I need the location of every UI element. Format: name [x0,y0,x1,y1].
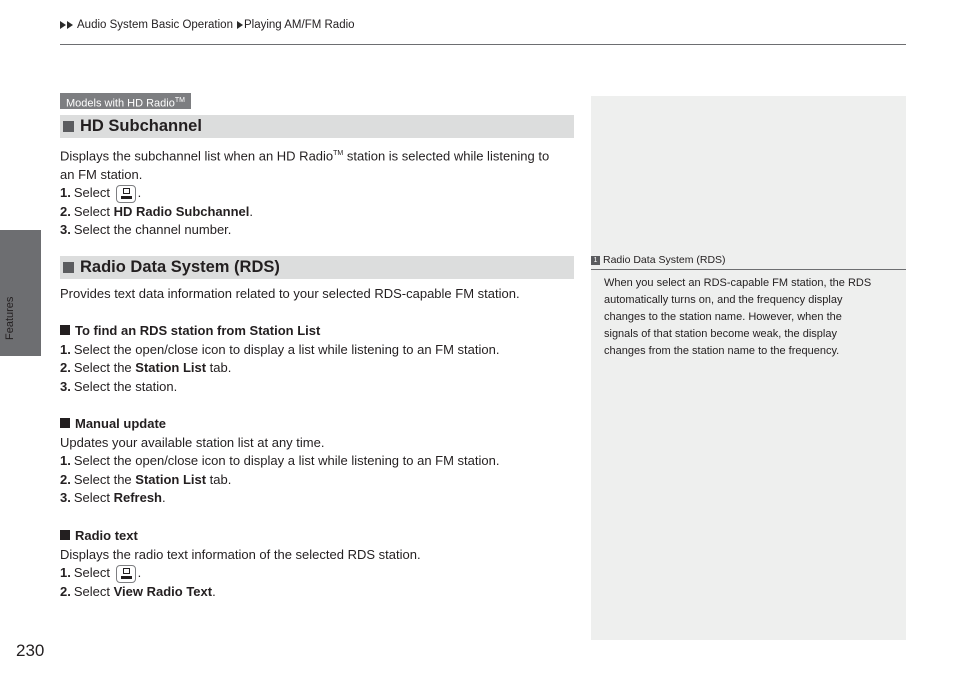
step-number: 1. [60,565,71,580]
step-number: 1. [60,453,71,468]
step-number: 2. [60,203,71,219]
note-body [604,275,900,360]
breadcrumb-arrow-icon [60,21,66,29]
step-item [60,583,421,602]
step-number: 3. [60,490,71,505]
subheading [60,322,499,341]
note-divider [591,269,906,270]
section-heading-hd-subchannel [60,115,574,138]
trademark-mark: TM [333,150,344,157]
note-line: When you select an RDS-capable FM station, the RDS [604,277,872,289]
paragraph: Updates your available station list at any time. [60,434,325,450]
breadcrumb-item[interactable]: Playing AM/FM Radio [243,19,355,31]
step-item [60,471,499,490]
subheading [60,527,421,546]
breadcrumb [60,19,355,31]
step-item [60,221,549,240]
step-text: . [249,203,254,219]
rds-intro: Provides text data information related to your selected RDS-capable FM station. [60,286,520,301]
step-bold-text: HD Radio Subchannel [113,203,250,219]
step-text: Select the open/close icon to display a list while listening to an FM station. [73,341,500,357]
step-bold-text: View Radio Text [113,583,213,599]
subheading-text: Manual update [75,416,167,431]
subheading [60,415,499,434]
step-text: Select [73,203,114,219]
model-tag-text: Models with HD Radio [66,97,175,110]
note-marker-icon: 1 [591,256,600,265]
paragraph: Displays the radio text information of the selected RDS station. [60,546,421,562]
step-item [60,489,499,508]
step-text: . [162,490,166,505]
paragraph [60,145,549,166]
step-item [60,359,499,378]
step-text: . [212,583,216,599]
step-text: Select the open/close icon to display a list while listening to an FM station. [73,453,500,468]
text: station is selected while listening to [343,148,550,164]
step-text: Select the [73,471,136,487]
step-number: 3. [60,222,71,238]
step-text: Select [73,490,114,505]
bullet-square-icon [60,418,70,428]
section-title: Radio Data System (RDS) [80,258,280,276]
step-item [60,203,549,222]
step-text: . [137,185,142,201]
menu-icon [116,565,136,583]
header-divider [60,44,906,45]
step-bold-text: Station List [135,360,207,375]
note-title [591,254,726,266]
step-text: tab. [206,471,232,487]
step-item [60,452,499,471]
step-number: 2. [60,583,71,599]
breadcrumb-arrow-icon [67,21,73,29]
text: Displays the subchannel list when an HD Radio [60,148,334,164]
step-text: Select [73,583,114,599]
note-line: changes from the station name to the frequency. [604,345,840,357]
note-line: changes to the station name. However, when the [604,311,842,323]
section-square-icon [63,262,74,273]
rds-radio-text [60,527,421,601]
step-item [60,378,499,397]
bullet-square-icon [60,530,70,540]
step-number: 1. [60,341,71,357]
subheading-text: Radio text [75,528,138,543]
page-number: 230 [16,641,45,660]
step-bold-text: Refresh [113,490,163,505]
note-line: automatically turns on, and the frequency display [604,294,843,306]
menu-icon [116,185,136,203]
section-square-icon [63,121,74,132]
step-text: Select [73,565,114,580]
step-item [60,184,549,203]
step-text: Select [73,185,114,201]
side-tab-label [0,270,41,360]
rds-manual-update [60,415,499,508]
hd-subchannel-body [60,145,549,240]
paragraph: an FM station. [60,166,143,182]
step-text: Select the channel number. [73,222,232,238]
step-number: 2. [60,471,71,487]
step-number: 1. [60,185,71,201]
side-tab-text: Features [4,296,16,340]
trademark-mark: TM [174,97,185,104]
notes-sidebar [591,96,906,640]
bullet-square-icon [60,325,70,335]
model-tag [60,93,191,109]
breadcrumb-arrow-icon [237,21,243,29]
note-line: signals of that station become weak, the display [604,328,837,340]
step-item [60,341,499,360]
section-heading-rds [60,256,574,279]
subheading-text: To find an RDS station from Station List [75,323,321,338]
section-title: HD Subchannel [80,117,202,135]
step-bold-text: Station List [135,471,207,487]
step-number: 2. [60,360,71,375]
step-text: Select the [73,360,136,375]
step-number: 3. [60,378,71,394]
breadcrumb-item[interactable]: Audio System Basic Operation [77,19,233,31]
step-text: . [137,565,142,580]
step-item [60,564,421,583]
step-text: Select the station. [73,378,178,394]
rds-find-station [60,322,499,396]
step-text: tab. [206,360,232,375]
note-title-text: Radio Data System (RDS) [603,254,726,266]
